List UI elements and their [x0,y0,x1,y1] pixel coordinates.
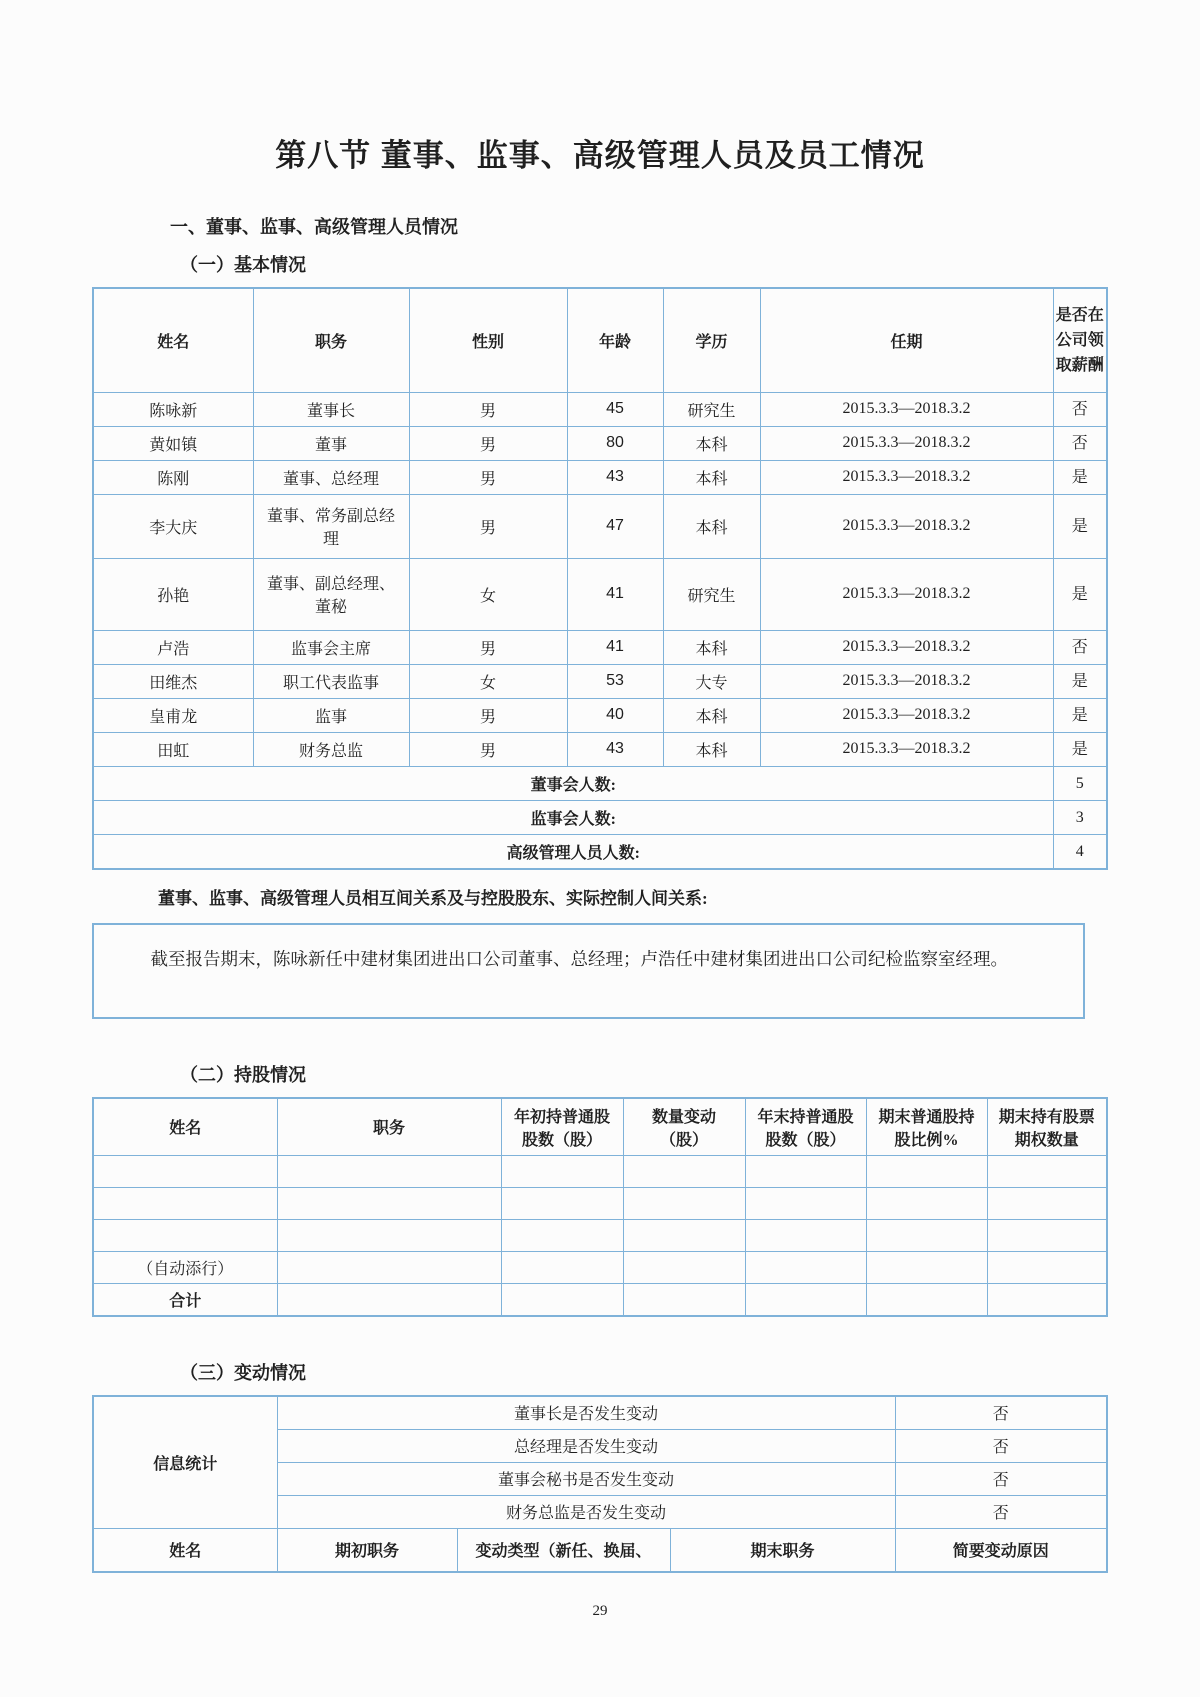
column-header: 姓名 [93,1528,277,1572]
column-header: 变动类型（新任、换届、 [457,1528,670,1572]
table-cell: 男 [409,630,567,664]
table-cell: 2015.3.3—2018.3.2 [760,698,1053,732]
table-cell: 孙艳 [93,558,253,630]
table-cell [745,1156,866,1188]
column-header: 期末职务 [670,1528,895,1572]
table-cell: 2015.3.3—2018.3.2 [760,558,1053,630]
table-cell [623,1284,745,1317]
table-cell: 男 [409,494,567,558]
table-cell [745,1252,866,1284]
column-header: 任期 [760,288,1053,392]
table-cell [866,1188,987,1220]
table-cell: 黄如镇 [93,426,253,460]
column-header: 性别 [409,288,567,392]
table-cell: 53 [567,664,663,698]
change-stat-row [93,1396,1107,1429]
table-cell [623,1220,745,1252]
table-cell: 财务总监 [253,732,409,766]
table-cell: 45 [567,392,663,426]
table-cell: 本科 [663,494,760,558]
change-answer-cell: 否 [895,1429,1107,1462]
table-cell [277,1220,501,1252]
total-label: 合计 [93,1284,277,1317]
table-cell: 本科 [663,426,760,460]
table-cell: 47 [567,494,663,558]
summary-value: 4 [1053,834,1107,869]
table-cell [745,1188,866,1220]
table-cell: 2015.3.3—2018.3.2 [760,494,1053,558]
change-answer-cell: 否 [895,1495,1107,1528]
table-cell [277,1252,501,1284]
table-header-row [93,288,1107,392]
change-question-cell: 董事会秘书是否发生变动 [277,1462,895,1495]
section-heading-management: 一、董事、监事、高级管理人员情况 [170,217,458,237]
table-cell [745,1284,866,1317]
table-cell: 男 [409,460,567,494]
table-cell [745,1220,866,1252]
table-row [93,392,1107,426]
change-answer-cell: 否 [895,1396,1107,1429]
subsection-heading-changes: （三）变动情况 [180,1363,306,1383]
column-header: 是否在公司领取薪酬 [1053,288,1107,392]
table-cell: 是 [1053,664,1107,698]
table-cell [987,1220,1107,1252]
column-header: 姓名 [93,288,253,392]
table-row [93,664,1107,698]
column-header: 姓名 [93,1098,277,1156]
table-cell [623,1252,745,1284]
table-cell: 男 [409,698,567,732]
table-cell: 是 [1053,460,1107,494]
column-header: 学历 [663,288,760,392]
table-cell [623,1156,745,1188]
table-cell: 监事 [253,698,409,732]
table-cell: 男 [409,392,567,426]
total-row [93,1284,1107,1317]
table-cell: 否 [1053,426,1107,460]
table-cell [987,1284,1107,1317]
table-cell: 女 [409,664,567,698]
table-cell [501,1220,623,1252]
relationship-statement-label: 董事、监事、高级管理人员相互间关系及与控股股东、实际控制人间关系: [158,888,708,908]
column-header: 年末持普通股股数（股） [745,1098,866,1156]
table-cell: 研究生 [663,558,760,630]
table-cell: 监事会主席 [253,630,409,664]
table-cell [93,1220,277,1252]
column-header: 年初持普通股股数（股） [501,1098,623,1156]
table-header-row [93,1098,1107,1156]
table-row [93,558,1107,630]
table-cell: 是 [1053,494,1107,558]
table-row [93,494,1107,558]
table-cell: 男 [409,426,567,460]
table-cell: 41 [567,558,663,630]
relationship-note-box: 截至报告期末，陈咏新任中建材集团进出口公司董事、总经理；卢浩任中建材集团进出口公司纪检监察室经理。 [92,923,1085,1019]
table-cell: 否 [1053,630,1107,664]
table-cell: 2015.3.3—2018.3.2 [760,630,1053,664]
table-cell [866,1252,987,1284]
table-cell [623,1188,745,1220]
table-cell: 陈刚 [93,460,253,494]
table-cell: 43 [567,460,663,494]
table-cell: 田维杰 [93,664,253,698]
table-cell [866,1156,987,1188]
table-cell [277,1188,501,1220]
auto-add-row [93,1252,1107,1284]
table-cell: 2015.3.3—2018.3.2 [760,732,1053,766]
summary-label: 董事会人数: [93,766,1053,800]
table-cell: 董事、常务副总经理 [253,494,409,558]
column-header: 期初职务 [277,1528,457,1572]
summary-row [93,834,1107,869]
table-cell [501,1252,623,1284]
table-cell: 大专 [663,664,760,698]
empty-row [93,1156,1107,1188]
changes-table [92,1395,1108,1573]
summary-row [93,800,1107,834]
table-cell: 40 [567,698,663,732]
table-cell: 80 [567,426,663,460]
column-header: 职务 [277,1098,501,1156]
table-cell: 是 [1053,732,1107,766]
change-question-cell: 财务总监是否发生变动 [277,1495,895,1528]
basic-info-table [92,287,1108,870]
column-header: 职务 [253,288,409,392]
table-cell: 董事、副总经理、董秘 [253,558,409,630]
empty-row [93,1188,1107,1220]
table-cell [277,1284,501,1317]
table-cell: 田虹 [93,732,253,766]
table-cell: 41 [567,630,663,664]
column-header: 期末持有股票期权数量 [987,1098,1107,1156]
table-cell: 职工代表监事 [253,664,409,698]
table-cell: 皇甫龙 [93,698,253,732]
column-header: 数量变动（股） [623,1098,745,1156]
table-row [93,630,1107,664]
table-cell [987,1252,1107,1284]
table-cell: 男 [409,732,567,766]
table-cell: 2015.3.3—2018.3.2 [760,392,1053,426]
change-question-cell: 董事长是否发生变动 [277,1396,895,1429]
summary-label: 监事会人数: [93,800,1053,834]
shareholding-table [92,1097,1108,1318]
table-cell: 陈咏新 [93,392,253,426]
table-cell [277,1156,501,1188]
empty-row [93,1220,1107,1252]
table-cell: 卢浩 [93,630,253,664]
table-cell: 董事 [253,426,409,460]
stats-merged-cell: 信息统计 [93,1396,277,1528]
table-cell: 是 [1053,558,1107,630]
table-cell [501,1188,623,1220]
table-header-row [93,1528,1107,1572]
change-answer-cell: 否 [895,1462,1107,1495]
table-cell: 董事长 [253,392,409,426]
table-row [93,426,1107,460]
table-cell: 女 [409,558,567,630]
table-cell: 是 [1053,698,1107,732]
summary-row [93,766,1107,800]
summary-label: 高级管理人员人数: [93,834,1053,869]
auto-add-label: （自动添行） [93,1252,277,1284]
table-cell [93,1156,277,1188]
column-header: 期末普通股持股比例% [866,1098,987,1156]
change-question-cell: 总经理是否发生变动 [277,1429,895,1462]
page-title: 第八节 董事、监事、高级管理人员及员工情况 [275,138,925,173]
summary-value: 5 [1053,766,1107,800]
table-cell: 本科 [663,630,760,664]
table-cell [866,1220,987,1252]
subsection-heading-basic: （一）基本情况 [180,255,306,275]
summary-value: 3 [1053,800,1107,834]
table-cell [93,1188,277,1220]
page-number: 29 [592,1602,608,1619]
column-header: 简要变动原因 [895,1528,1107,1572]
column-header: 年龄 [567,288,663,392]
table-row [93,460,1107,494]
table-cell: 研究生 [663,392,760,426]
table-cell: 2015.3.3—2018.3.2 [760,426,1053,460]
table-cell: 本科 [663,732,760,766]
table-row [93,732,1107,766]
table-cell [501,1284,623,1317]
table-cell [987,1156,1107,1188]
table-cell: 43 [567,732,663,766]
table-row [93,698,1107,732]
table-cell: 2015.3.3—2018.3.2 [760,664,1053,698]
table-cell [501,1156,623,1188]
table-cell: 本科 [663,698,760,732]
table-cell: 董事、总经理 [253,460,409,494]
table-cell [866,1284,987,1317]
table-cell: 李大庆 [93,494,253,558]
table-cell: 本科 [663,460,760,494]
subsection-heading-shareholding: （二）持股情况 [180,1064,306,1085]
table-cell: 否 [1053,392,1107,426]
table-cell: 2015.3.3—2018.3.2 [760,460,1053,494]
table-cell [987,1188,1107,1220]
